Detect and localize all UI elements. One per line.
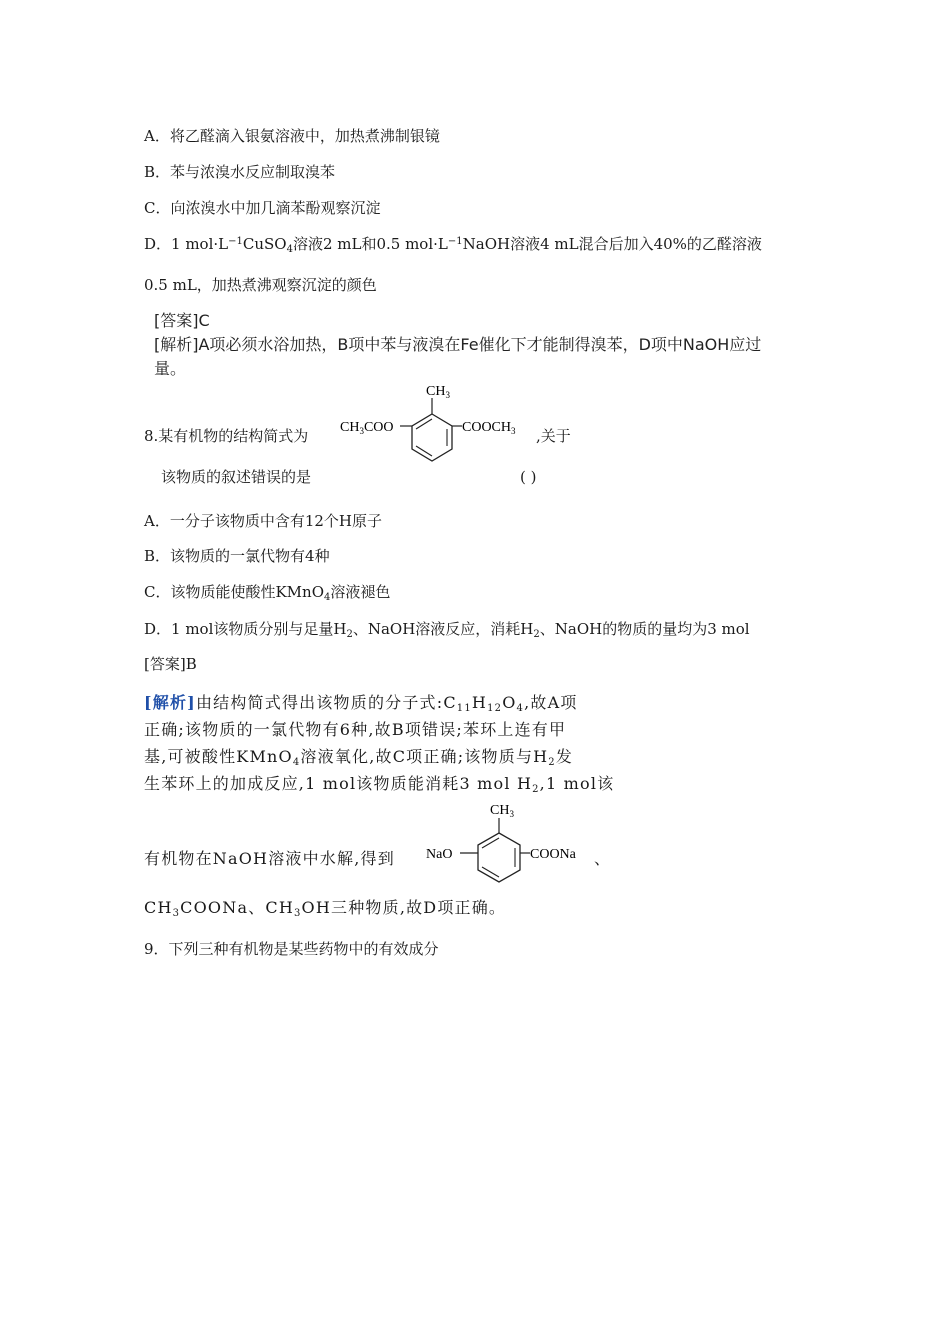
text-part: D．1 mol该物质分别与足量H <box>144 620 347 638</box>
methyl-ester-label: $COOCH_3$ <box>462 420 516 436</box>
superscript: −1 <box>447 236 463 247</box>
text-part: NaOH溶液4 mL混合后加入40%的乙醛溶液 <box>462 235 762 253</box>
sodium-phenoxide-label: NaO <box>426 847 453 862</box>
inner-bond <box>482 838 499 848</box>
text-part: 溶液褪色 <box>330 583 391 601</box>
inner-bond <box>416 419 432 429</box>
text-part: CH <box>144 898 173 917</box>
q8-option-d <box>144 619 750 639</box>
q8-stem-suffix: ,关于 <box>536 427 571 445</box>
enumeration-comma: 、 <box>594 849 612 868</box>
q8-answer-paren: ( ) <box>520 468 537 486</box>
text-part: 生苯环上的加成反应,1 mol该物质能消耗3 mol H <box>144 774 533 793</box>
text-part: COONa、CH <box>180 898 294 917</box>
q8-explanation-line3 <box>144 742 573 771</box>
text-part: 由结构简式得出该物质的分子式:C <box>195 693 457 712</box>
q7-explanation-line2: 量。 <box>154 359 187 378</box>
subscript: 2 <box>346 629 353 640</box>
subscript: 2 <box>533 629 540 640</box>
q7-option-d <box>144 234 762 254</box>
text-part: ,故A项 <box>524 693 578 712</box>
structure-diagram-sodium-salt <box>424 796 594 892</box>
text-part: 溶液氧化,故C项正确;该物质与H <box>300 747 549 766</box>
text-part: 发 <box>555 747 574 766</box>
q7-option-b: B．苯与浓溴水反应制取溴苯 <box>144 163 336 181</box>
q8-option-a: A．一分子该物质中含有12个H原子 <box>144 512 383 530</box>
text-part: 、NaOH溶液反应，消耗H <box>352 620 534 638</box>
structure-diagram-ester <box>336 376 536 468</box>
q7-explanation-line1: [解析]A项必须水浴加热，B项中苯与液溴在Fe催化下才能制得溴苯，D项中NaOH应过 <box>154 335 762 354</box>
methyl-label: $CH_3$ <box>426 384 450 400</box>
acetoxy-label: $CH_3COO$ <box>340 420 394 436</box>
q8-option-c <box>144 582 390 602</box>
text-part: 基,可被酸性KMnO <box>144 747 293 766</box>
q8-answer: [答案]B <box>144 655 197 673</box>
subscript: 4 <box>516 703 525 714</box>
subscript: 3 <box>293 908 302 919</box>
q9-stem: 9．下列三种有机物是某些药物中的有效成分 <box>144 940 439 958</box>
text-part: D．1 mol·L <box>144 235 229 253</box>
q8-explanation-line4 <box>144 769 614 798</box>
subscript: 2 <box>532 784 540 795</box>
q7-option-a: A．将乙醛滴入银氨溶液中，加热煮沸制银镜 <box>144 127 440 145</box>
subscript: 4 <box>324 592 331 603</box>
benzene-ring <box>478 833 520 882</box>
subscript: 11 <box>456 703 472 714</box>
subscript: 4 <box>286 244 293 255</box>
text-part: C．该物质能使酸性KMnO <box>144 583 325 601</box>
subscript: 12 <box>487 703 503 714</box>
q8-stem-prefix: 8.某有机物的结构简式为 <box>144 427 309 445</box>
inner-bond <box>416 446 432 456</box>
text-part: OH三种物质,故D项正确。 <box>301 898 507 917</box>
superscript: −1 <box>228 236 243 247</box>
text-part: 、NaOH的物质的量均为3 mol <box>539 620 750 638</box>
subscript: 4 <box>292 757 301 768</box>
subscript: 3 <box>172 908 181 919</box>
text-part: O <box>502 693 517 712</box>
q8-explanation-line5: 有机物在NaOH溶液中水解,得到 <box>144 849 395 868</box>
q7-option-c: C．向浓溴水中加几滴苯酚观察沉淀 <box>144 199 381 217</box>
text-part: H <box>471 693 488 712</box>
q7-answer: [答案]C <box>154 311 210 330</box>
q8-stem-line2: 该物质的叙述错误的是 <box>161 468 312 486</box>
sodium-carboxylate-label: COONa <box>530 847 576 862</box>
q8-explanation-line2: 正确;该物质的一氯代物有6种,故B项错误;苯环上连有甲 <box>144 720 567 739</box>
text-part: CuSO <box>242 235 287 253</box>
methyl-label: $CH_3$ <box>490 803 514 819</box>
subscript: 2 <box>548 757 556 768</box>
text-part: 溶液2 mL和0.5 mol·L <box>292 235 448 253</box>
q8-explanation-line6 <box>144 893 506 922</box>
inner-bond <box>482 867 499 877</box>
benzene-ring <box>412 414 452 461</box>
explanation-tag: [解析] <box>144 693 196 712</box>
q7-option-d-continued: 0.5 mL，加热煮沸观察沉淀的颜色 <box>144 276 377 294</box>
text-part: ,1 mol该 <box>539 774 615 793</box>
q8-explanation-line1 <box>144 688 578 717</box>
q8-option-b: B．该物质的一氯代物有4种 <box>144 547 330 565</box>
